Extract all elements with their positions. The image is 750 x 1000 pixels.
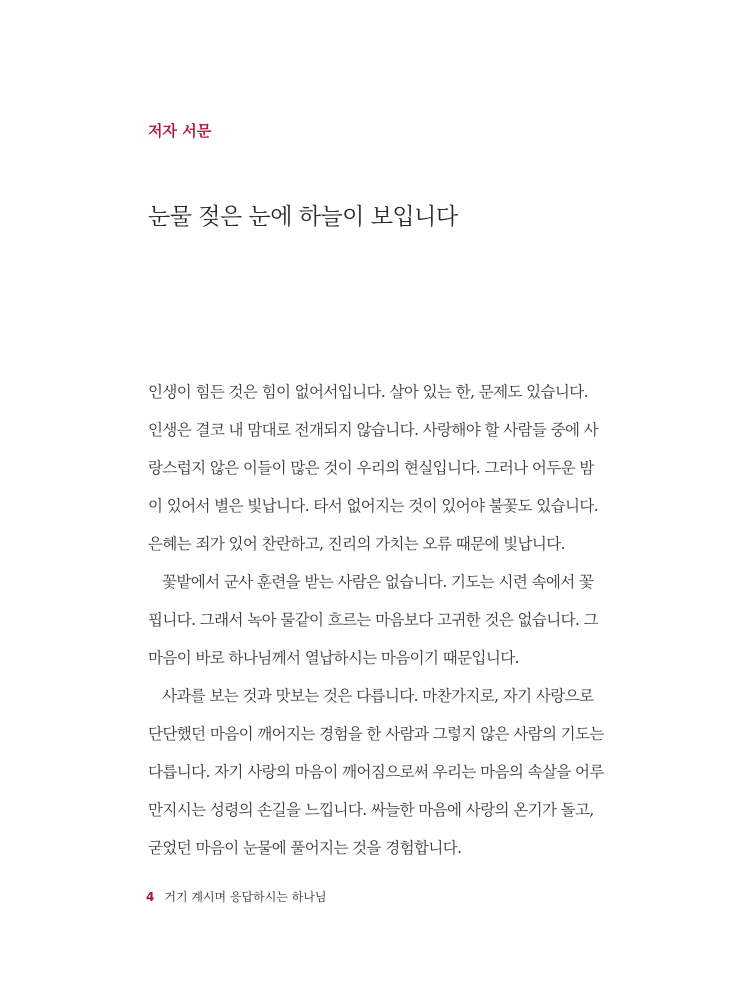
text-line: 단단했던 마음이 깨어지는 경험을 한 사람과 그렇지 않은 사람의 기도는 — [148, 725, 604, 743]
text-line: 굳었던 마음이 눈물에 풀어지는 것을 경험합니다. — [148, 839, 462, 857]
text-line: 인생이 힘든 것은 힘이 없어서입니다. 살아 있는 한, 문제도 있습니다. — [148, 383, 588, 401]
body-text — [148, 373, 620, 867]
text-line: 핍니다. 그래서 녹아 물같이 흐르는 마음보다 고귀한 것은 없습니다. 그 — [148, 611, 599, 629]
text-line: 꽃밭에서 군사 훈련을 받는 사람은 없습니다. 기도는 시련 속에서 꽃 — [162, 573, 594, 591]
text-line: 다릅니다. 자기 사랑의 마음이 깨어짐으로써 우리는 마음의 속살을 어루 — [148, 763, 604, 781]
book-title: 거기 계시며 응답하시는 하나님 — [164, 890, 327, 904]
text-line: 만지시는 성령의 손길을 느낍니다. 싸늘한 마음에 사랑의 온기가 돌고, — [148, 801, 594, 819]
page-footer — [146, 888, 327, 905]
chapter-title: 눈물 젖은 눈에 하늘이 보입니다 — [148, 204, 458, 230]
text-line: 인생은 결코 내 맘대로 전개되지 않습니다. 사랑해야 할 사람들 중에 사 — [148, 421, 599, 439]
text-line: 이 있어서 별은 빛납니다. 타서 없어지는 것이 있어야 불꽃도 있습니다. — [148, 497, 599, 515]
page-number: 4 — [146, 890, 155, 904]
text-line: 마음이 바로 하나님께서 열납하시는 마음이기 때문입니다. — [148, 649, 519, 667]
text-line: 사과를 보는 것과 맛보는 것은 다릅니다. 마찬가지로, 자기 사랑으로 — [162, 687, 594, 705]
section-label: 저자 서문 — [148, 122, 212, 140]
text-line: 은혜는 죄가 있어 찬란하고, 진리의 가치는 오류 때문에 빛납니다. — [148, 535, 565, 553]
text-line: 랑스럽지 않은 이들이 많은 것이 우리의 현실입니다. 그러나 어두운 밤 — [148, 459, 594, 477]
